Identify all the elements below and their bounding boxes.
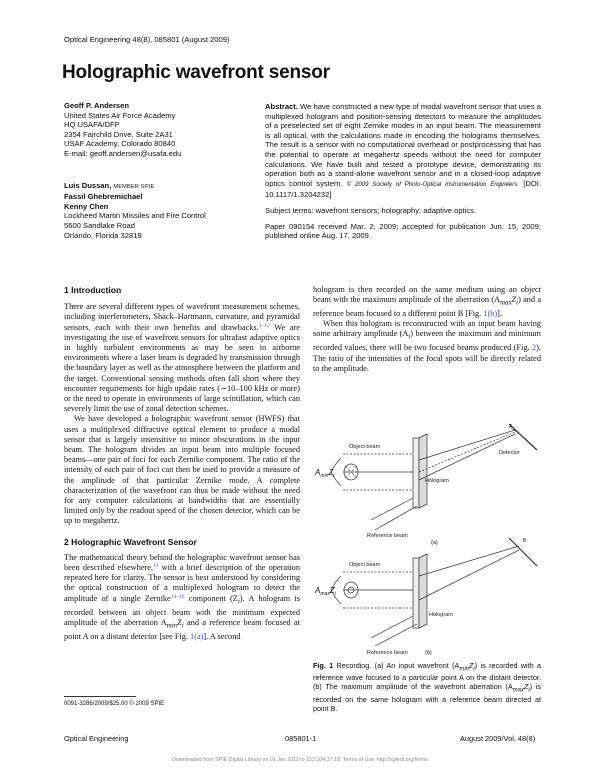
doi: [DOI: 10.1117/1.3204232]: [265, 178, 541, 200]
affiliation-line: HQ USAFA/DFP: [64, 120, 120, 130]
author-name: [64, 181, 254, 193]
journal-header: Optical Engineering 48(8), 085801 (August 2009): [64, 35, 230, 44]
section-heading: 1 Introduction: [64, 285, 122, 295]
abstract: [265, 102, 541, 247]
figure-link[interactable]: 1(a): [190, 631, 204, 641]
issn-notice: 0091-3286/2009/$25.00 © 2009 SPIE: [64, 701, 165, 707]
abstract-text: We have constructed a new type of modal wavefront sensor that uses a multiplexed hologram and position-sensing detectors to measure the amplitudes of a preselected set of eight Zernike modes in an input beam. The measurement is all optical, with the calculations made in encoding the holograms themselves. The result is a sensor with no computational overhead or postprocessing that has the potential to operate at megahertz speeds without the need for computer calculations. We have built and tested a prototype device, demonstrating its operation both as a stand-alone wavefront sensor and in a closed-loop adaptive optics control system.: [265, 102, 541, 188]
figure-label: Object beam: [349, 444, 381, 450]
affiliation-line: 5600 Sandlake Road: [64, 220, 135, 230]
citation[interactable]: 13: [153, 563, 159, 570]
copyright-notice: © 2009 Society of Photo-Optical Instrumentation Engineers.: [346, 181, 519, 188]
author-block: [64, 101, 254, 240]
author-name-text: Luis Dussan,: [64, 180, 112, 190]
hologram-plate: [413, 438, 419, 508]
right-column: [313, 285, 541, 374]
abstract-label: Abstract.: [265, 102, 298, 111]
figure-label: Detector: [499, 450, 520, 456]
paragraph: The mathematical theory behind the holographic wavefront sensor has been described elsewhere,$^{13}$ with a brief description of the operation repeated here for clarity. The sensor is best understood by considering the optical construction of a multiplexed hologram to detect the amplitude of a single Zernike$^{14-16}$ component $(Z_i)$. A hologram is recorded between an object beam with the minimum expected amplitude of the aberration $A_{min}Z_i$ and a reference beam focused at point A on a distant detector [see Fig. 1(a)]. A second: [64, 552, 300, 641]
caption-label: Fig. 1: [313, 661, 334, 670]
paragraph: We have developed a holographic wavefront sensor (HWFS) that uses a multiplexed diffractive optical element to produce a modal sensor that is largely insensitive to minor obscurations in the input beam. The hologram divides an input beam into multiple focused beams—one pair of foci for each Zernike component. The ratio of the intensity of each pair of foci can then be used to provide a measure of the amplitude of that particular Zernike mode. A complete characterization of the wavefront can thus be made without the need for any computer calculations at bandwidths that are essentially limited only by the readout speed of the chosen detector, which can be up to megahertz.: [64, 414, 300, 526]
footer-page: 085801-1: [285, 734, 317, 743]
affiliation-line: Orlando, Florida 32819: [64, 230, 142, 240]
citation[interactable]: 14–16: [170, 593, 185, 600]
author-name: Kenny Chen: [64, 201, 109, 211]
download-notice: Downloaded from SPIE Digital Library on 01 Jun 2011 to 153.104.37.18. Terms of Use: http://spiedl.org/terms: [172, 757, 428, 763]
paragraph: hologram is then recorded on the same medium using an object beam with the maximum amplitude of the aberration $(A_{max}Z_i)$ and a reference beam focused to a different point B [Fig. 1(b)].: [313, 285, 541, 319]
paper-info: Paper 090154 received Mar. 2, 2009; accepted for publication Jun. 15, 2009; published online Aug. 17, 2009.: [265, 221, 541, 241]
affiliation-line: 2354 Fairchild Drive, Suite 2A31: [64, 129, 173, 139]
footnote-rule: [64, 696, 136, 697]
amplitude-label: $A_{max}Z_i$: [315, 586, 336, 597]
paragraph: There are several different types of wavefront measurement schemes, including interferometers, Shack–Hartmann, curvature, and pyramidal sensors, each with their own benefits and drawbacks.$^{1-12}$ We are investigating the use of wavefront sensors for ultrafast adaptive optics in highly turbulent environments as may be seen in airborne environments where a laser beam is degraded by transmission through the boundary layer as well as the atmosphere between the platform and the target. Conventional sensing methods often fall short where they encounter requirements for high update rates (∼10–100 kHz or more) or the need to operate in environments of large scintillation, which can severely limit the use of zonal detection schemes.: [64, 302, 300, 414]
figure-1: [313, 420, 543, 656]
figure-label: A: [509, 424, 513, 430]
affiliation-line: USAF Academy, Colorado 80840: [64, 139, 176, 149]
author-name: Fassil Ghebremichael: [64, 192, 143, 202]
amplitude-label: $A_{min}Z_i$: [315, 468, 335, 479]
paper-title: Holographic wavefront sensor: [62, 62, 330, 83]
footer-date: August 2009/Vol. 48(8): [460, 734, 536, 743]
figure-caption: Fig. 1 Recording. (a) An input wavefront $(A_{min}Z_i)$ is recorded with a reference wave focused to a particular point A on the distant detector. (b) The maximum amplitude of the wavefront aberration $(A_{max}Z_i)$ is recorded on the same hologram with a reference beam directed at point B.: [313, 661, 541, 713]
figure-link[interactable]: 2: [532, 343, 537, 353]
figure-label: Reference beam: [367, 650, 408, 656]
section-heading: 2 Holographic Wavefront Sensor: [64, 536, 197, 547]
detector-plate: [509, 424, 537, 450]
footer-journal: Optical Engineering: [64, 734, 129, 743]
affiliation-line: Lockheed Martin Missiles and Fire Control: [64, 211, 206, 221]
figure-label: (a): [431, 540, 438, 546]
figure-label: (b): [425, 650, 432, 656]
left-column: [64, 285, 300, 642]
figure-label: Hologram: [425, 478, 449, 484]
membership-badge: MEMBER SPIE: [113, 183, 155, 190]
paragraph: When this hologram is reconstructed with an input beam having some arbitrary amplitude $(A_i)$ between the maximum and minimum recorded values, there will be two focused beams produced (Fig. 2). The ratio of the intensities of the focal spots will be directly related to the amplitude.: [313, 319, 541, 373]
figure-label: Reference beam: [367, 533, 408, 539]
figure-link[interactable]: 1(b): [483, 309, 498, 319]
affiliation-line: United States Air Force Academy: [64, 110, 176, 120]
author-email: E-mail: geoff.andersen@usafa.edu: [64, 148, 182, 158]
citation[interactable]: 1–12: [258, 322, 270, 329]
figure-label: Hologram: [429, 612, 453, 618]
subject-terms: Subject terms: wavefront sensors; holography; adaptive optics.: [265, 205, 477, 215]
author-name: Geoff P. Andersen: [64, 101, 129, 110]
figure-label: Object beam: [349, 562, 381, 568]
figure-label: B: [523, 538, 527, 544]
